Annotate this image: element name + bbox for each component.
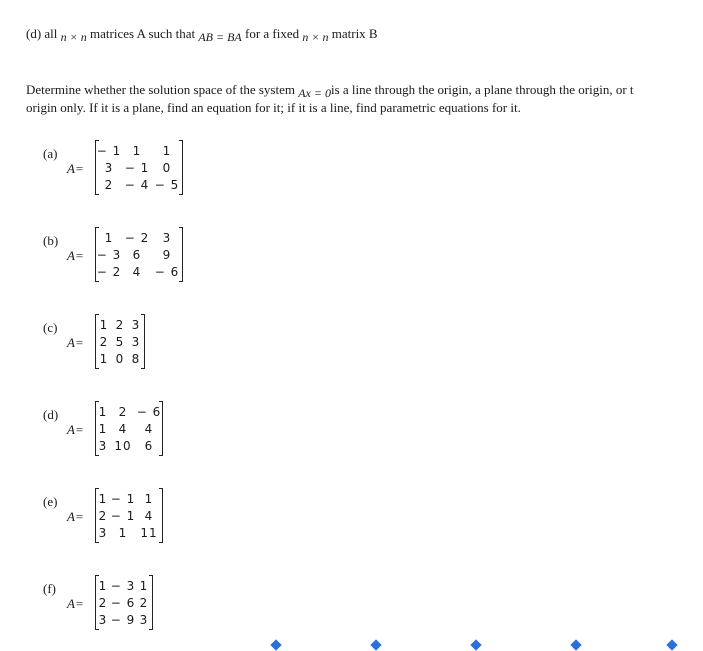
matrix-cell: 10 xyxy=(114,438,132,453)
matrix-cell: 1 xyxy=(99,351,109,366)
matrix-cell: 1 xyxy=(99,317,109,332)
matrix-row xyxy=(96,316,144,333)
matrix-cell: 1 xyxy=(98,421,108,436)
matrix-cell: 2 xyxy=(99,334,109,349)
matrix-cell: 11 xyxy=(140,525,158,540)
matrix-bracket xyxy=(159,455,163,456)
matrix-cell: 1 xyxy=(98,578,108,593)
problem-label: (d) xyxy=(43,407,59,422)
matrix-row xyxy=(96,246,182,263)
matrix-row xyxy=(96,403,162,420)
problem-a xyxy=(0,143,300,210)
instructions-line-1: Determine whether the solution space of the system Ax = 0is a line through the origin, a plane through the origin, or t xyxy=(26,82,634,100)
matrix-cell: 1 xyxy=(98,404,108,419)
instructions-line-2: origin only. If it is a plane, find an equation for it; if it is a line, find parametric equations for it. xyxy=(26,100,521,115)
scroll-marker-icon xyxy=(370,639,381,650)
scroll-marker-icon xyxy=(570,639,581,650)
matrix-cell: 8 xyxy=(131,351,141,366)
matrix-cell: − 1 xyxy=(96,143,122,158)
matrix-bracket xyxy=(95,488,99,489)
matrix-cell: − 4 xyxy=(124,177,150,192)
a-equals-label xyxy=(67,335,84,351)
matrix-bracket xyxy=(95,368,99,369)
a-equals: A= xyxy=(67,161,84,176)
matrix-bracket xyxy=(95,140,99,141)
matrix-bracket xyxy=(95,281,99,282)
matrix-row xyxy=(96,507,162,524)
matrix-cell: 3 xyxy=(139,612,149,627)
a-equals: A= xyxy=(67,509,84,524)
matrix-cell: − 3 xyxy=(96,247,122,262)
matrix-cell: 3 xyxy=(131,317,141,332)
matrix-cell: − 2 xyxy=(96,264,122,279)
matrix-cell: 1 xyxy=(118,525,128,540)
instructions xyxy=(26,81,703,116)
matrix-cell: − 3 xyxy=(110,578,136,593)
matrix-cell: − 1 xyxy=(124,160,150,175)
matrix-cell: 3 xyxy=(162,230,172,245)
a-equals: A= xyxy=(67,596,84,611)
system-equation: Ax = 0 xyxy=(298,86,331,100)
matrix-cell: 3 xyxy=(98,525,108,540)
matrix-cell: 1 xyxy=(139,578,149,593)
matrix-bracket xyxy=(179,227,183,228)
matrix-bracket xyxy=(159,401,163,402)
a-equals: A= xyxy=(67,335,84,350)
header-equation: AB = BA xyxy=(198,30,242,44)
matrix-bracket xyxy=(95,455,99,456)
matrix xyxy=(95,401,163,456)
matrix-bracket xyxy=(149,575,153,576)
problem-label: (b) xyxy=(43,233,59,248)
problem-c xyxy=(0,317,300,384)
matrix-cell: 1 xyxy=(98,491,108,506)
scroll-marker-icon xyxy=(470,639,481,650)
matrix-cell: 2 xyxy=(104,177,114,192)
matrix-cell: − 5 xyxy=(154,177,180,192)
matrix-cell: 1 xyxy=(104,230,114,245)
matrix-cell: − 6 xyxy=(136,404,162,419)
matrix-bracket xyxy=(95,227,99,228)
matrix-cell: 2 xyxy=(98,508,108,523)
matrix-bracket xyxy=(95,194,99,195)
matrix-cell: 4 xyxy=(144,421,154,436)
matrix xyxy=(95,488,163,543)
matrix-cell: − 1 xyxy=(110,508,136,523)
matrix-row xyxy=(96,437,162,454)
a-equals-label xyxy=(67,248,84,264)
a-equals-label xyxy=(67,509,84,525)
problem-label: (c) xyxy=(43,320,58,335)
matrix-cell: 1 xyxy=(132,143,142,158)
matrix-cell: 4 xyxy=(144,508,154,523)
a-equals-label xyxy=(67,161,84,177)
header-line xyxy=(26,26,378,42)
matrix-cell: 3 xyxy=(131,334,141,349)
matrix-bracket xyxy=(149,629,153,630)
matrix xyxy=(95,227,183,282)
matrix-cell: 2 xyxy=(98,595,108,610)
matrix-cell: 2 xyxy=(139,595,149,610)
a-equals-label xyxy=(67,422,84,438)
matrix-cell: 1 xyxy=(144,491,154,506)
matrix-cell: 2 xyxy=(115,317,125,332)
matrix-row xyxy=(96,159,182,176)
matrix-row xyxy=(96,490,162,507)
header-for-fixed: for a fixed xyxy=(245,26,300,41)
matrix-bracket xyxy=(179,281,183,282)
matrix-bracket xyxy=(95,629,99,630)
matrix-cell: − 6 xyxy=(110,595,136,610)
matrix-cell: − 1 xyxy=(110,491,136,506)
header-suffix: matrix B xyxy=(331,26,378,41)
matrix-bracket xyxy=(159,488,163,489)
matrix-cell: 3 xyxy=(98,612,108,627)
a-equals: A= xyxy=(67,422,84,437)
matrix-cell: 4 xyxy=(118,421,128,436)
header-prefix: (d) all xyxy=(26,26,58,41)
matrix-cell: 3 xyxy=(104,160,114,175)
header-nxn-2: n × n xyxy=(302,30,329,44)
problem-label: (e) xyxy=(43,494,58,509)
matrix-row xyxy=(96,229,182,246)
matrix-bracket xyxy=(95,401,99,402)
header-middle: matrices A such that xyxy=(90,26,196,41)
matrix xyxy=(95,314,145,369)
matrix-row xyxy=(96,420,162,437)
problem-label: (a) xyxy=(43,146,58,161)
matrix-bracket xyxy=(95,575,99,576)
matrix-bracket xyxy=(179,194,183,195)
scroll-marker-icon xyxy=(666,639,677,650)
matrix-row xyxy=(96,176,182,193)
a-equals: A= xyxy=(67,248,84,263)
matrix-cell: 1 xyxy=(162,143,172,158)
matrix-bracket xyxy=(141,368,145,369)
matrix-cell: 4 xyxy=(132,264,142,279)
problem-label: (f) xyxy=(43,581,56,596)
matrix-row xyxy=(96,142,182,159)
matrix xyxy=(95,575,153,630)
matrix-cell: 0 xyxy=(162,160,172,175)
matrix-row xyxy=(96,594,152,611)
problem-b xyxy=(0,230,300,297)
matrix-row xyxy=(96,350,144,367)
matrix-bracket xyxy=(95,542,99,543)
problem-d xyxy=(0,404,300,471)
a-equals-label xyxy=(67,596,84,612)
matrix-bracket xyxy=(179,140,183,141)
matrix-row xyxy=(96,524,162,541)
matrix-cell: 6 xyxy=(132,247,142,262)
matrix-cell: 5 xyxy=(115,334,125,349)
matrix xyxy=(95,140,183,195)
matrix-cell: 2 xyxy=(118,404,128,419)
matrix-cell: − 2 xyxy=(124,230,150,245)
problem-e xyxy=(0,491,300,558)
matrix-cell: 0 xyxy=(115,351,125,366)
matrix-bracket xyxy=(159,542,163,543)
matrix-row xyxy=(96,577,152,594)
matrix-cell: − 6 xyxy=(154,264,180,279)
matrix-cell: 3 xyxy=(98,438,108,453)
problem-f xyxy=(0,578,300,645)
matrix-row xyxy=(96,611,152,628)
matrix-cell: − 9 xyxy=(110,612,136,627)
matrix-bracket xyxy=(95,314,99,315)
matrix-cell: 9 xyxy=(162,247,172,262)
matrix-row xyxy=(96,333,144,350)
matrix-bracket xyxy=(141,314,145,315)
matrix-cell: 6 xyxy=(144,438,154,453)
header-nxn-1: n × n xyxy=(60,30,87,44)
matrix-row xyxy=(96,263,182,280)
